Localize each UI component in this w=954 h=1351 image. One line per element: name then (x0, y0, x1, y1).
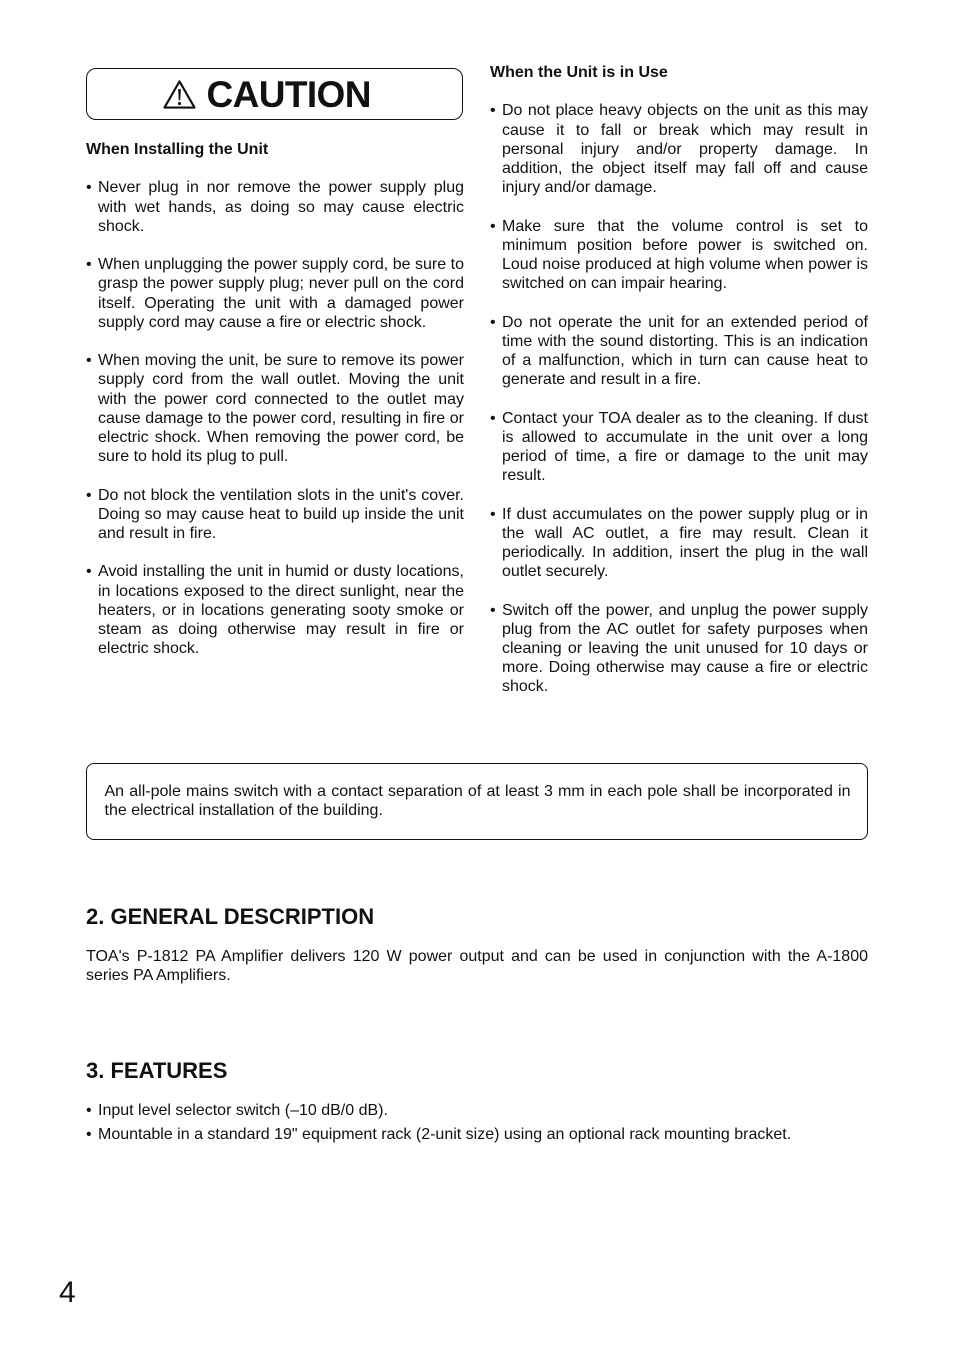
bullet-glyph: • (86, 486, 92, 504)
list-item (490, 217, 868, 294)
bullet-glyph: • (86, 256, 92, 274)
installing-heading: When Installing the Unit (86, 141, 269, 158)
notice-text: An all-pole mains switch with a contact separation of at least 3 mm in each pole shall be incorporated in the electrical installation of the building. (104, 782, 851, 819)
installing-list (86, 178, 464, 658)
bullet-glyph: • (86, 563, 92, 581)
features-list (86, 1101, 868, 1149)
list-item-text: Contact your TOA dealer as to the cleaning. If dust is allowed to accumulate in the unit over a long period of time, a fire or damage to the unit may result. (502, 409, 868, 485)
warning-triangle-icon (162, 79, 197, 110)
mains-switch-notice (86, 763, 868, 840)
bullet-glyph: • (86, 352, 92, 370)
list-item (86, 486, 464, 544)
list-item-text: When moving the unit, be sure to remove its power supply cord from the wall outlet. Moving the unit with the power cord connected to the outlet may cause damage to the power cord, resulting in fire or electric shock. When removing the power cord, be sure to hold its plug to pull. (98, 352, 464, 466)
in-use-heading: When the Unit is in Use (490, 64, 668, 81)
bullet-glyph: • (86, 1102, 92, 1119)
bullet-glyph: • (490, 601, 496, 619)
list-item (86, 351, 464, 466)
list-item-text: Mountable in a standard 19" equipment rack (2-unit size) using an optional rack mounting bracket. (98, 1126, 792, 1143)
list-item (490, 313, 868, 390)
list-item-text: Switch off the power, and unplug the power supply plug from the AC outlet for safety purposes when cleaning or leaving the unit unused for 10 days or more. Doing otherwise may cause a fire or electric shock. (502, 601, 868, 696)
bullet-glyph: • (490, 217, 496, 235)
caution-banner (86, 68, 463, 120)
bullet-glyph: • (86, 1126, 92, 1143)
bullet-glyph: • (490, 409, 496, 427)
list-item (490, 101, 868, 197)
list-item-text: Do not block the ventilation slots in the unit's cover. Doing so may cause heat to build up inside the unit and result in fire. (98, 486, 464, 542)
list-item (86, 178, 464, 236)
list-item-text: Make sure that the volume control is set to minimum position before power is switched on. Loud noise produced at high volume when power is switched on can impair hearing. (502, 217, 868, 293)
list-item-text: Do not operate the unit for an extended period of time with the sound distorting. This is an indication of a malfunction, which in turn can cause heat to generate and result in a fire. (502, 313, 868, 389)
in-use-section (490, 63, 868, 716)
general-description-text: TOA's P-1812 PA Amplifier delivers 120 W power output and can be used in conjunction with the A-1800 series PA Amplifiers. (86, 948, 868, 985)
page-number: 4 (59, 1276, 76, 1309)
list-item (86, 1101, 868, 1120)
list-item-text: Input level selector switch (–10 dB/0 dB). (98, 1102, 388, 1119)
list-item (86, 562, 464, 658)
bullet-glyph: • (490, 505, 496, 523)
bullet-glyph: • (86, 179, 92, 197)
features-heading: 3. FEATURES (86, 1058, 228, 1083)
list-item (490, 505, 868, 582)
caution-title: CAUTION (206, 73, 371, 115)
list-item-text: Avoid installing the unit in humid or dusty locations, in locations exposed to the direct sunlight, near the heaters, or in locations generating sooty smoke or steam as doing otherwise may result in fire or electric shock. (98, 563, 464, 658)
list-item (86, 255, 464, 332)
list-item-text: If dust accumulates on the power supply plug or in the wall AC outlet, a fire may result. Clean it periodically. In addition, insert the plug in the wall outlet securely. (502, 505, 868, 581)
in-use-list (490, 101, 868, 696)
list-item (490, 409, 868, 486)
bullet-glyph: • (490, 102, 496, 120)
bullet-glyph: • (490, 313, 496, 331)
list-item (86, 1125, 868, 1144)
list-item-text: Do not place heavy objects on the unit as this may cause it to fall or break which may result in personal injury and/or property damage. In addition, the object itself may fall off and cause injury and/or damage. (502, 102, 868, 197)
list-item-text: When unplugging the power supply cord, be sure to grasp the power supply plug; never pull on the cord itself. Operating the unit with a damaged power supply cord may cause a fire or electric shock. (98, 256, 464, 331)
list-item-text: Never plug in nor remove the power supply plug with wet hands, as doing so may cause electric shock. (98, 179, 464, 235)
list-item (490, 601, 868, 697)
installing-section (86, 140, 464, 678)
general-description-heading: 2. GENERAL DESCRIPTION (86, 904, 375, 929)
